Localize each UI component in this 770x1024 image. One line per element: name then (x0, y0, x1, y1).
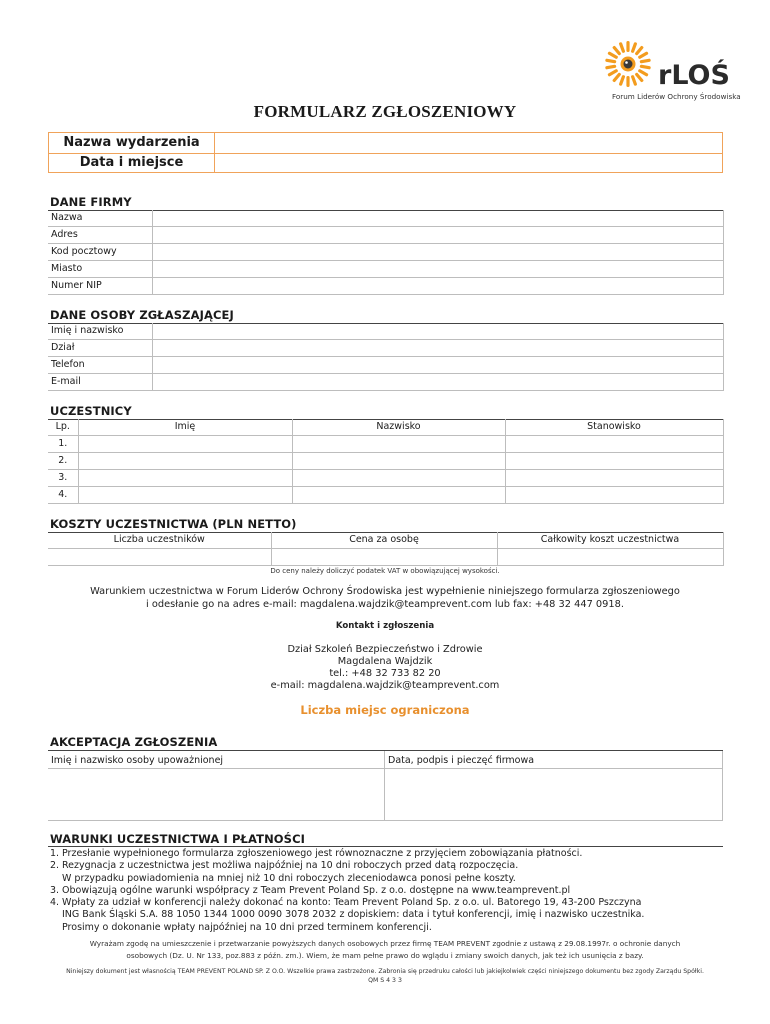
company-table (48, 210, 724, 295)
condition-item (50, 897, 722, 934)
company-field-label: Nazwa (48, 210, 152, 227)
condition-number: 2. (50, 860, 60, 872)
participant-row (48, 453, 723, 470)
participant-last-name-input[interactable] (292, 436, 505, 453)
participant-last-name-input[interactable] (292, 470, 505, 487)
participant-first-name-input[interactable] (78, 470, 292, 487)
event-date-row (49, 153, 722, 173)
col-header-first-name: Imię (78, 419, 292, 436)
participant-first-name-input[interactable] (78, 453, 292, 470)
event-date-label: Data i miejsce (49, 153, 215, 173)
logo-subtitle: Forum Liderów Ochrony Środowiska (612, 92, 741, 101)
company-city-input[interactable] (152, 261, 723, 278)
applicant-row (48, 340, 723, 357)
signature-field[interactable] (385, 751, 722, 820)
consent-line-2: osobowych (Dz. U. Nr 133, poz.883 z późn. zm.). Wiem, że mam pełne prawo do wglądu i zmiany swoich danych, jak też ich usunięcia z bazy. (126, 951, 644, 960)
condition-line: Prosimy o dokonanie wpłaty najpóźniej na 10 dni przed terminem konferencji. (62, 921, 432, 933)
logo-brand-text: rLOŚ (658, 60, 730, 91)
participants-table (48, 419, 724, 504)
applicant-row (48, 357, 723, 374)
applicant-row (48, 374, 723, 391)
company-heading: DANE FIRMY (50, 195, 132, 209)
company-field-label: Miasto (48, 261, 152, 278)
company-name-input[interactable] (152, 210, 723, 227)
company-field-label: Kod pocztowy (48, 244, 152, 261)
conditions-divider (48, 846, 723, 847)
contact-line: tel.: +48 32 733 82 20 (329, 668, 441, 679)
participant-position-input[interactable] (505, 487, 723, 504)
participants-heading: UCZESTNICY (50, 404, 132, 418)
copyright-notice: Niniejszy dokument jest własnością TEAM PREVENT POLAND SP. Z O.O. Wszelkie prawa zastrzeżone. Zabronia się przedruku całości lub jakiejkolwiek części niniejszego dokumentu bez zgody Zarządu Spółki. (66, 968, 704, 975)
acceptance-heading: AKCEPTACJA ZGŁOSZENIA (50, 735, 218, 749)
col-header-lp: Lp. (48, 419, 78, 436)
applicant-table (48, 323, 724, 391)
consent-line-1: Wyrażam zgodę na umieszczenie i przetwarzanie powyższych danych osobowych przez firmę TEAM PREVENT zgodnie z ustawą z 29.08.1997r. o ochronie danych (89, 939, 681, 948)
participant-number: 2. (48, 453, 78, 470)
applicant-row (48, 323, 723, 340)
sun-eye-icon (605, 41, 651, 87)
applicant-field-label: Dział (48, 340, 152, 357)
company-nip-input[interactable] (152, 278, 723, 295)
participant-first-name-input[interactable] (78, 436, 292, 453)
condition-item (50, 848, 722, 860)
participant-number: 4. (48, 487, 78, 504)
costs-input-row (48, 549, 723, 566)
applicant-email-input[interactable] (152, 374, 723, 391)
costs-header-row (48, 532, 723, 549)
participant-row (48, 487, 723, 504)
participant-last-name-input[interactable] (292, 487, 505, 504)
event-date-field[interactable] (215, 153, 722, 172)
participant-number: 3. (48, 470, 78, 487)
authorized-person-label: Imię i nazwisko osoby upoważnionej (48, 751, 384, 769)
contact-heading: Kontakt i zgłoszenia (335, 621, 435, 631)
conditions-list (50, 848, 722, 934)
authorized-person-field[interactable] (48, 751, 385, 820)
event-name-row (49, 133, 722, 154)
col-header-last-name: Nazwisko (292, 419, 505, 436)
condition-number: 3. (50, 884, 60, 896)
event-name-label: Nazwa wydarzenia (49, 133, 215, 153)
conditions-heading: WARUNKI UCZESTNICTWA I PŁATNOŚCI (50, 832, 305, 846)
company-postal-code-input[interactable] (152, 244, 723, 261)
company-field-label: Adres (48, 227, 152, 244)
condition-item (50, 885, 722, 897)
participant-last-name-input[interactable] (292, 453, 505, 470)
price-per-person-input[interactable] (271, 549, 497, 566)
col-header-position: Stanowisko (505, 419, 723, 436)
company-row (48, 210, 723, 227)
col-header-participants-count: Liczba uczestników (48, 532, 271, 549)
participant-number: 1. (48, 436, 78, 453)
participants-count-input[interactable] (48, 549, 271, 566)
col-header-total-cost: Całkowity koszt uczestnictwa (497, 532, 723, 549)
applicant-name-input[interactable] (152, 323, 723, 340)
condition-line: W przypadku powiadomienia na mniej niż 10 dni roboczych zleceniodawca ponosi pełne koszty. (62, 872, 516, 884)
company-row (48, 227, 723, 244)
condition-item (50, 860, 722, 885)
participant-position-input[interactable] (505, 470, 723, 487)
info-line-1: Warunkiem uczestnictwa w Forum Liderów Ochrony Środowiska jest wypełnienie niniejszego formularza zgłoszeniowego (90, 586, 680, 597)
condition-line: Obowiązują ogólne warunki współpracy z Team Prevent Poland Sp. z o.o. dostępne na www.teamprevent.pl (62, 884, 571, 896)
applicant-field-label: E-mail (48, 374, 152, 391)
condition-line: Wpłaty za udział w konferencji należy dokonać na konto: Team Prevent Poland Sp. z o.o. ul. Batorego 19, 43-200 Pszczyna (62, 897, 642, 909)
event-box (48, 132, 723, 173)
participant-first-name-input[interactable] (78, 487, 292, 504)
form-title: FORMULARZ ZGŁOSZENIOWY (253, 102, 517, 121)
costs-heading: KOSZTY UCZESTNICTWA (PLN NETTO) (50, 517, 297, 531)
condition-number: 4. (50, 897, 60, 909)
col-header-price-per-person: Cena za osobę (271, 532, 497, 549)
total-cost-input[interactable] (497, 549, 723, 566)
company-address-input[interactable] (152, 227, 723, 244)
costs-table (48, 532, 724, 566)
applicant-heading: DANE OSOBY ZGŁASZAJĄCEJ (50, 308, 234, 322)
contact-email: e-mail: magdalena.wajdzik@teamprevent.com (270, 680, 500, 691)
signature-label: Data, podpis i pieczęć firmowa (385, 751, 722, 769)
condition-line: Przesłanie wypełnionego formularza zgłoszeniowego jest równoznaczne z przyjęciem zobowiązania płatności. (62, 848, 583, 859)
participant-row (48, 436, 723, 453)
company-row (48, 244, 723, 261)
participants-header-row (48, 419, 723, 436)
applicant-department-input[interactable] (152, 340, 723, 357)
condition-line: Rezygnacja z uczestnictwa jest możliwa najpóźniej na 10 dni roboczych przed datą rozpoczęcia. (62, 860, 519, 872)
applicant-phone-input[interactable] (152, 357, 723, 374)
company-field-label: Numer NIP (48, 278, 152, 295)
acceptance-box (48, 751, 723, 821)
condition-line: ING Bank Śląski S.A. 88 1050 1344 1000 0090 3078 2032 z dopiskiem: data i tytuł konferencji, imię i nazwisko uczestnika. (62, 909, 645, 921)
participant-position-input[interactable] (505, 436, 723, 453)
limited-seats-notice: Liczba miejsc ograniczona (300, 703, 470, 717)
participant-position-input[interactable] (505, 453, 723, 470)
contact-line: Dział Szkoleń Bezpieczeństwo i Zdrowie (287, 644, 483, 655)
event-name-field[interactable] (215, 133, 722, 153)
contact-line: Magdalena Wajdzik (337, 656, 433, 667)
company-row (48, 261, 723, 278)
vat-note: Do ceny należy doliczyć podatek VAT w obowiązującej wysokości. (270, 567, 500, 575)
document-code: QM S 4 3 3 (368, 977, 402, 984)
applicant-field-label: Imię i nazwisko (48, 323, 152, 340)
applicant-field-label: Telefon (48, 357, 152, 374)
condition-number: 1. (50, 848, 60, 859)
company-row (48, 278, 723, 295)
participant-row (48, 470, 723, 487)
info-line-2: i odesłanie go na adres e-mail: magdalena.wajdzik@teamprevent.com lub fax: +48 32 447 0918. (146, 599, 624, 610)
